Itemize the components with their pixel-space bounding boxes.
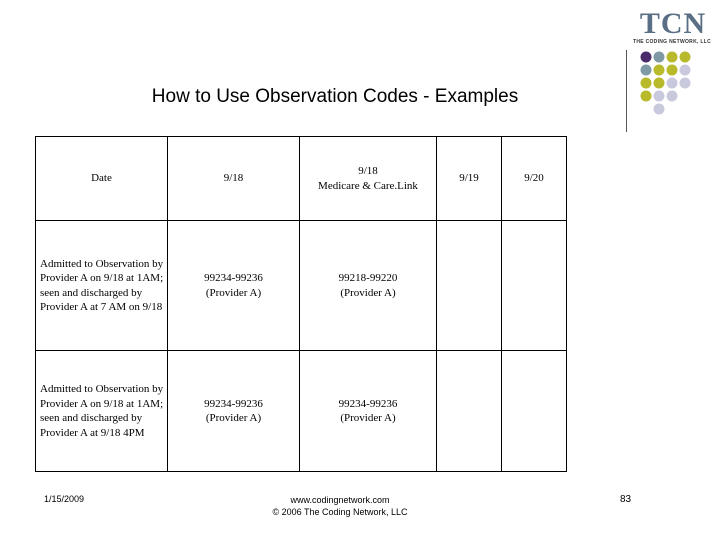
footer-date: 1/15/2009 [44,494,85,504]
decorative-dot [680,52,691,63]
footer-website: www.codingnetwork.com [290,495,390,505]
header-cell: 9/18 [168,137,300,221]
header-cell: 9/20 [502,137,567,221]
page-title: How to Use Observation Codes - Examples [151,86,519,107]
table-cell [437,351,502,472]
footer-copyright: © 2006 The Coding Network, LLC [272,507,408,517]
page-number: 83 [620,494,632,505]
table-header-row [36,137,567,221]
table-cell: 99234-99236 (Provider A) [168,351,300,472]
decorative-dot [641,78,652,89]
header-cell: 9/19 [437,137,502,221]
decorative-dot [680,78,691,89]
table-cell: 99234-99236 (Provider A) [300,351,437,472]
decorative-dot [654,78,665,89]
decorative-dot [654,65,665,76]
decorative-dot [654,104,665,115]
table-cell [502,351,567,472]
decorative-dot [667,78,678,89]
table-cell [502,221,567,351]
table-row [36,221,567,351]
examples-table [35,136,567,472]
row-description: Admitted to Observation by Provider A on 9/18 at 1AM; seen and discharged by Provider A at 9/18 4PM [36,351,168,472]
table-cell: 99234-99236 (Provider A) [168,221,300,351]
decorative-dot [641,65,652,76]
decorative-dot [680,65,691,76]
decorative-dot-grid [0,0,720,140]
table-cell: 99218-99220 (Provider A) [300,221,437,351]
decorative-dot [641,91,652,102]
table-row [36,351,567,472]
header-cell: 9/18 Medicare & Care.Link [300,137,437,221]
row-description: Admitted to Observation by Provider A on 9/18 at 1AM; seen and discharged by Provider A at 7 AM on 9/18 [36,221,168,351]
header-cell: Date [36,137,168,221]
decorative-dot [654,52,665,63]
logo-text: TCN [639,7,707,40]
footer-credits [240,494,440,518]
decorative-dot [654,91,665,102]
decorative-dot [667,52,678,63]
logo-tagline: THE CODING NETWORK, LLC [632,39,711,45]
decorative-dot [641,52,652,63]
table-cell [437,221,502,351]
decorative-dot [667,65,678,76]
decorative-dot [667,91,678,102]
